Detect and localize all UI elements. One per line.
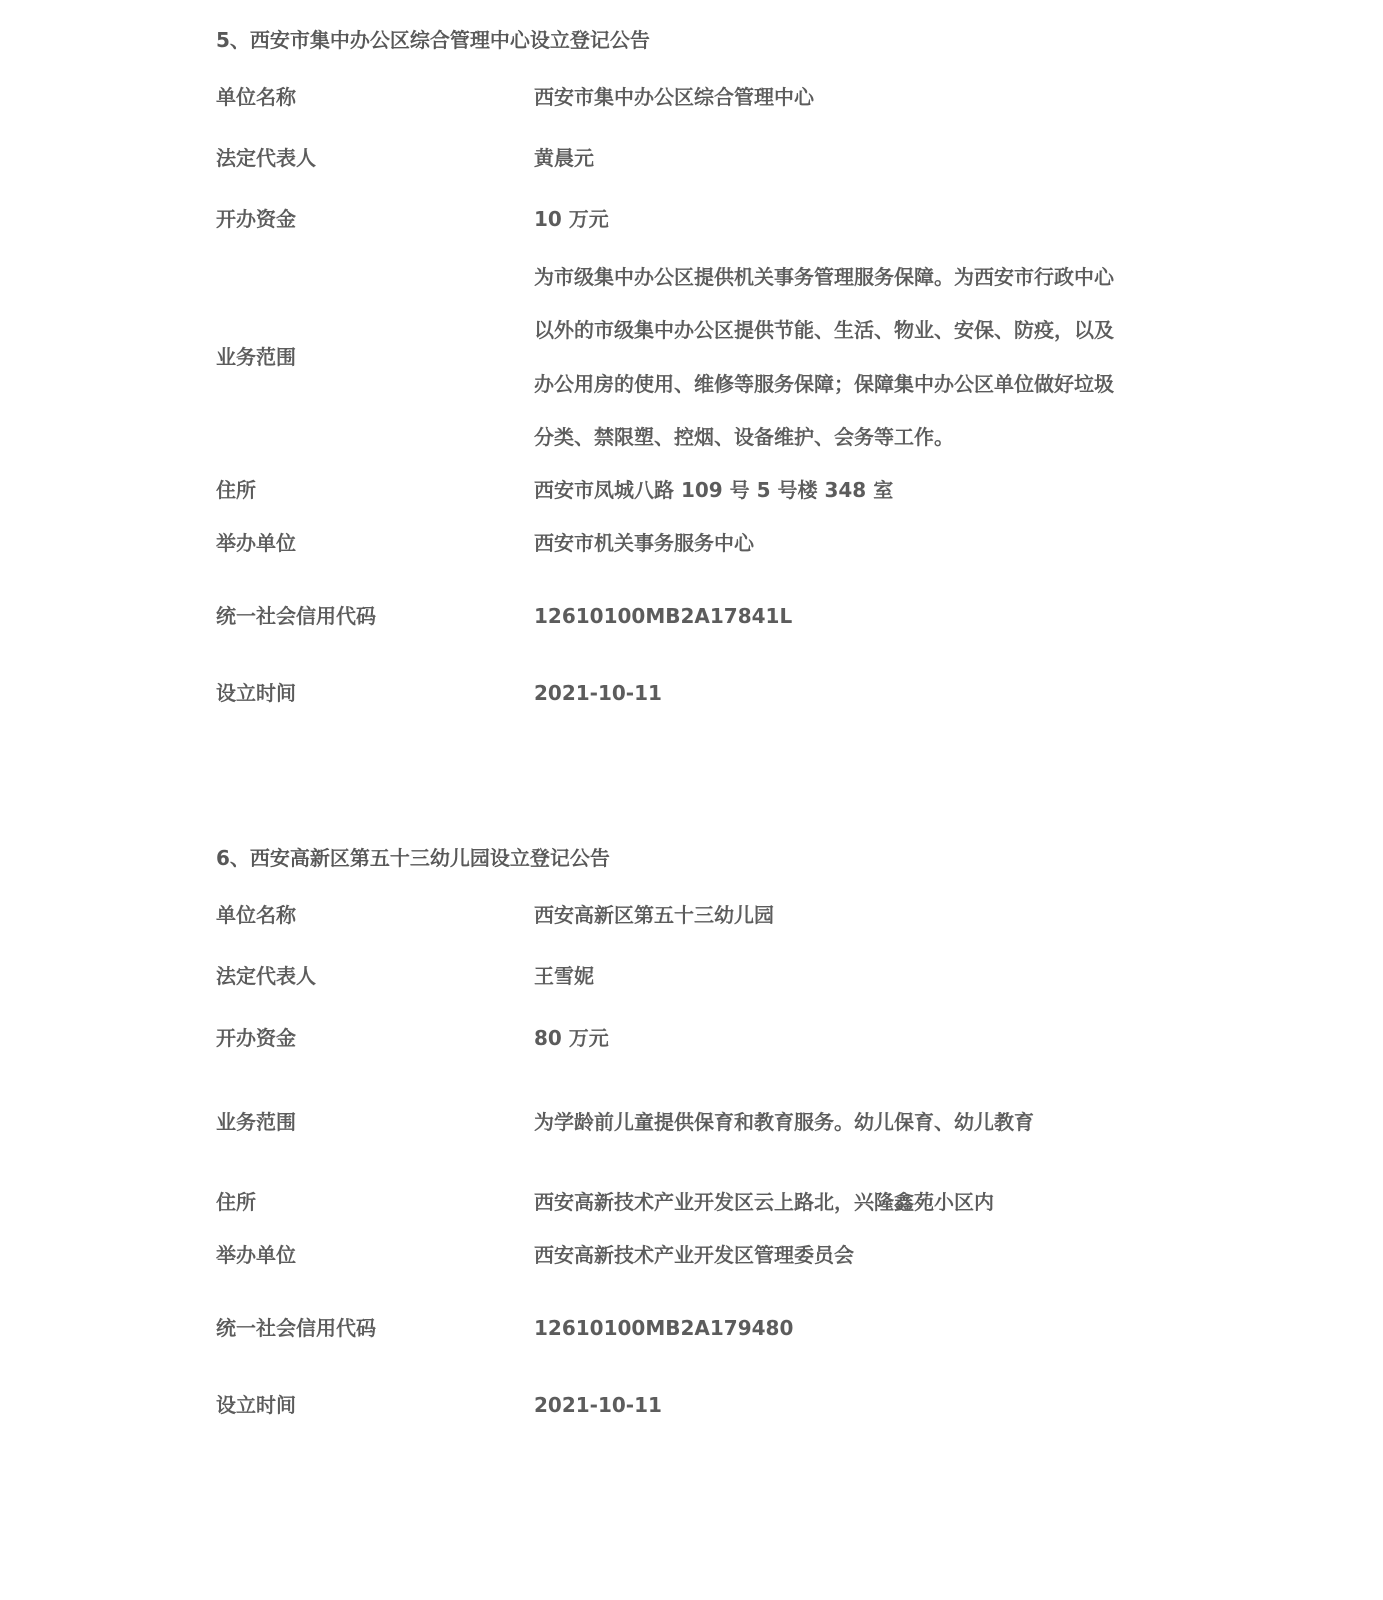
field-value-business-scope: 为学龄前儿童提供保育和教育服务。幼儿保育、幼儿教育 — [534, 1110, 1034, 1134]
field-label-funds: 开办资金 — [216, 1026, 296, 1050]
field-value-funds: 10 万元 — [534, 207, 609, 231]
field-label-established-date: 设立时间 — [216, 681, 296, 705]
field-label-funds: 开办资金 — [216, 207, 296, 231]
field-value-sponsor: 西安市机关事务服务中心 — [534, 531, 754, 555]
field-label-legal-rep: 法定代表人 — [216, 964, 316, 988]
field-label-credit-code: 统一社会信用代码 — [216, 604, 376, 628]
field-value-business-scope-line-1: 为市级集中办公区提供机关事务管理服务保障。为西安市行政中心 — [534, 265, 1114, 289]
field-value-business-scope-line-4: 分类、禁限塑、控烟、设备维护、会务等工作。 — [534, 425, 954, 449]
notice-title: 5、西安市集中办公区综合管理中心设立登记公告 — [216, 28, 650, 52]
field-value-credit-code: 12610100MB2A17841L — [534, 604, 793, 628]
field-label-sponsor: 举办单位 — [216, 531, 296, 555]
field-label-unit-name: 单位名称 — [216, 85, 296, 109]
field-label-business-scope: 业务范围 — [216, 1110, 296, 1134]
field-value-unit-name: 西安高新区第五十三幼儿园 — [534, 903, 774, 927]
field-label-credit-code: 统一社会信用代码 — [216, 1316, 376, 1340]
field-label-address: 住所 — [216, 1190, 256, 1214]
field-value-business-scope-line-2: 以外的市级集中办公区提供节能、生活、物业、安保、防疫，以及 — [534, 318, 1114, 342]
field-label-sponsor: 举办单位 — [216, 1243, 296, 1267]
field-label-address: 住所 — [216, 478, 256, 502]
field-value-address: 西安市凤城八路 109 号 5 号楼 348 室 — [534, 478, 894, 502]
field-label-legal-rep: 法定代表人 — [216, 146, 316, 170]
field-value-sponsor: 西安高新技术产业开发区管理委员会 — [534, 1243, 854, 1267]
field-label-unit-name: 单位名称 — [216, 903, 296, 927]
field-value-credit-code: 12610100MB2A179480 — [534, 1316, 794, 1340]
field-value-funds: 80 万元 — [534, 1026, 609, 1050]
field-label-established-date: 设立时间 — [216, 1393, 296, 1417]
field-value-address: 西安高新技术产业开发区云上路北，兴隆鑫苑小区内 — [534, 1190, 994, 1214]
field-value-unit-name: 西安市集中办公区综合管理中心 — [534, 85, 814, 109]
field-value-business-scope-line-3: 办公用房的使用、维修等服务保障；保障集中办公区单位做好垃圾 — [534, 372, 1114, 396]
field-value-established-date: 2021-10-11 — [534, 681, 662, 705]
field-value-legal-rep: 黄晨元 — [534, 146, 594, 170]
notice-title: 6、西安高新区第五十三幼儿园设立登记公告 — [216, 846, 610, 870]
field-value-established-date: 2021-10-11 — [534, 1393, 662, 1417]
field-value-legal-rep: 王雪妮 — [534, 964, 594, 988]
field-label-business-scope: 业务范围 — [216, 345, 296, 369]
